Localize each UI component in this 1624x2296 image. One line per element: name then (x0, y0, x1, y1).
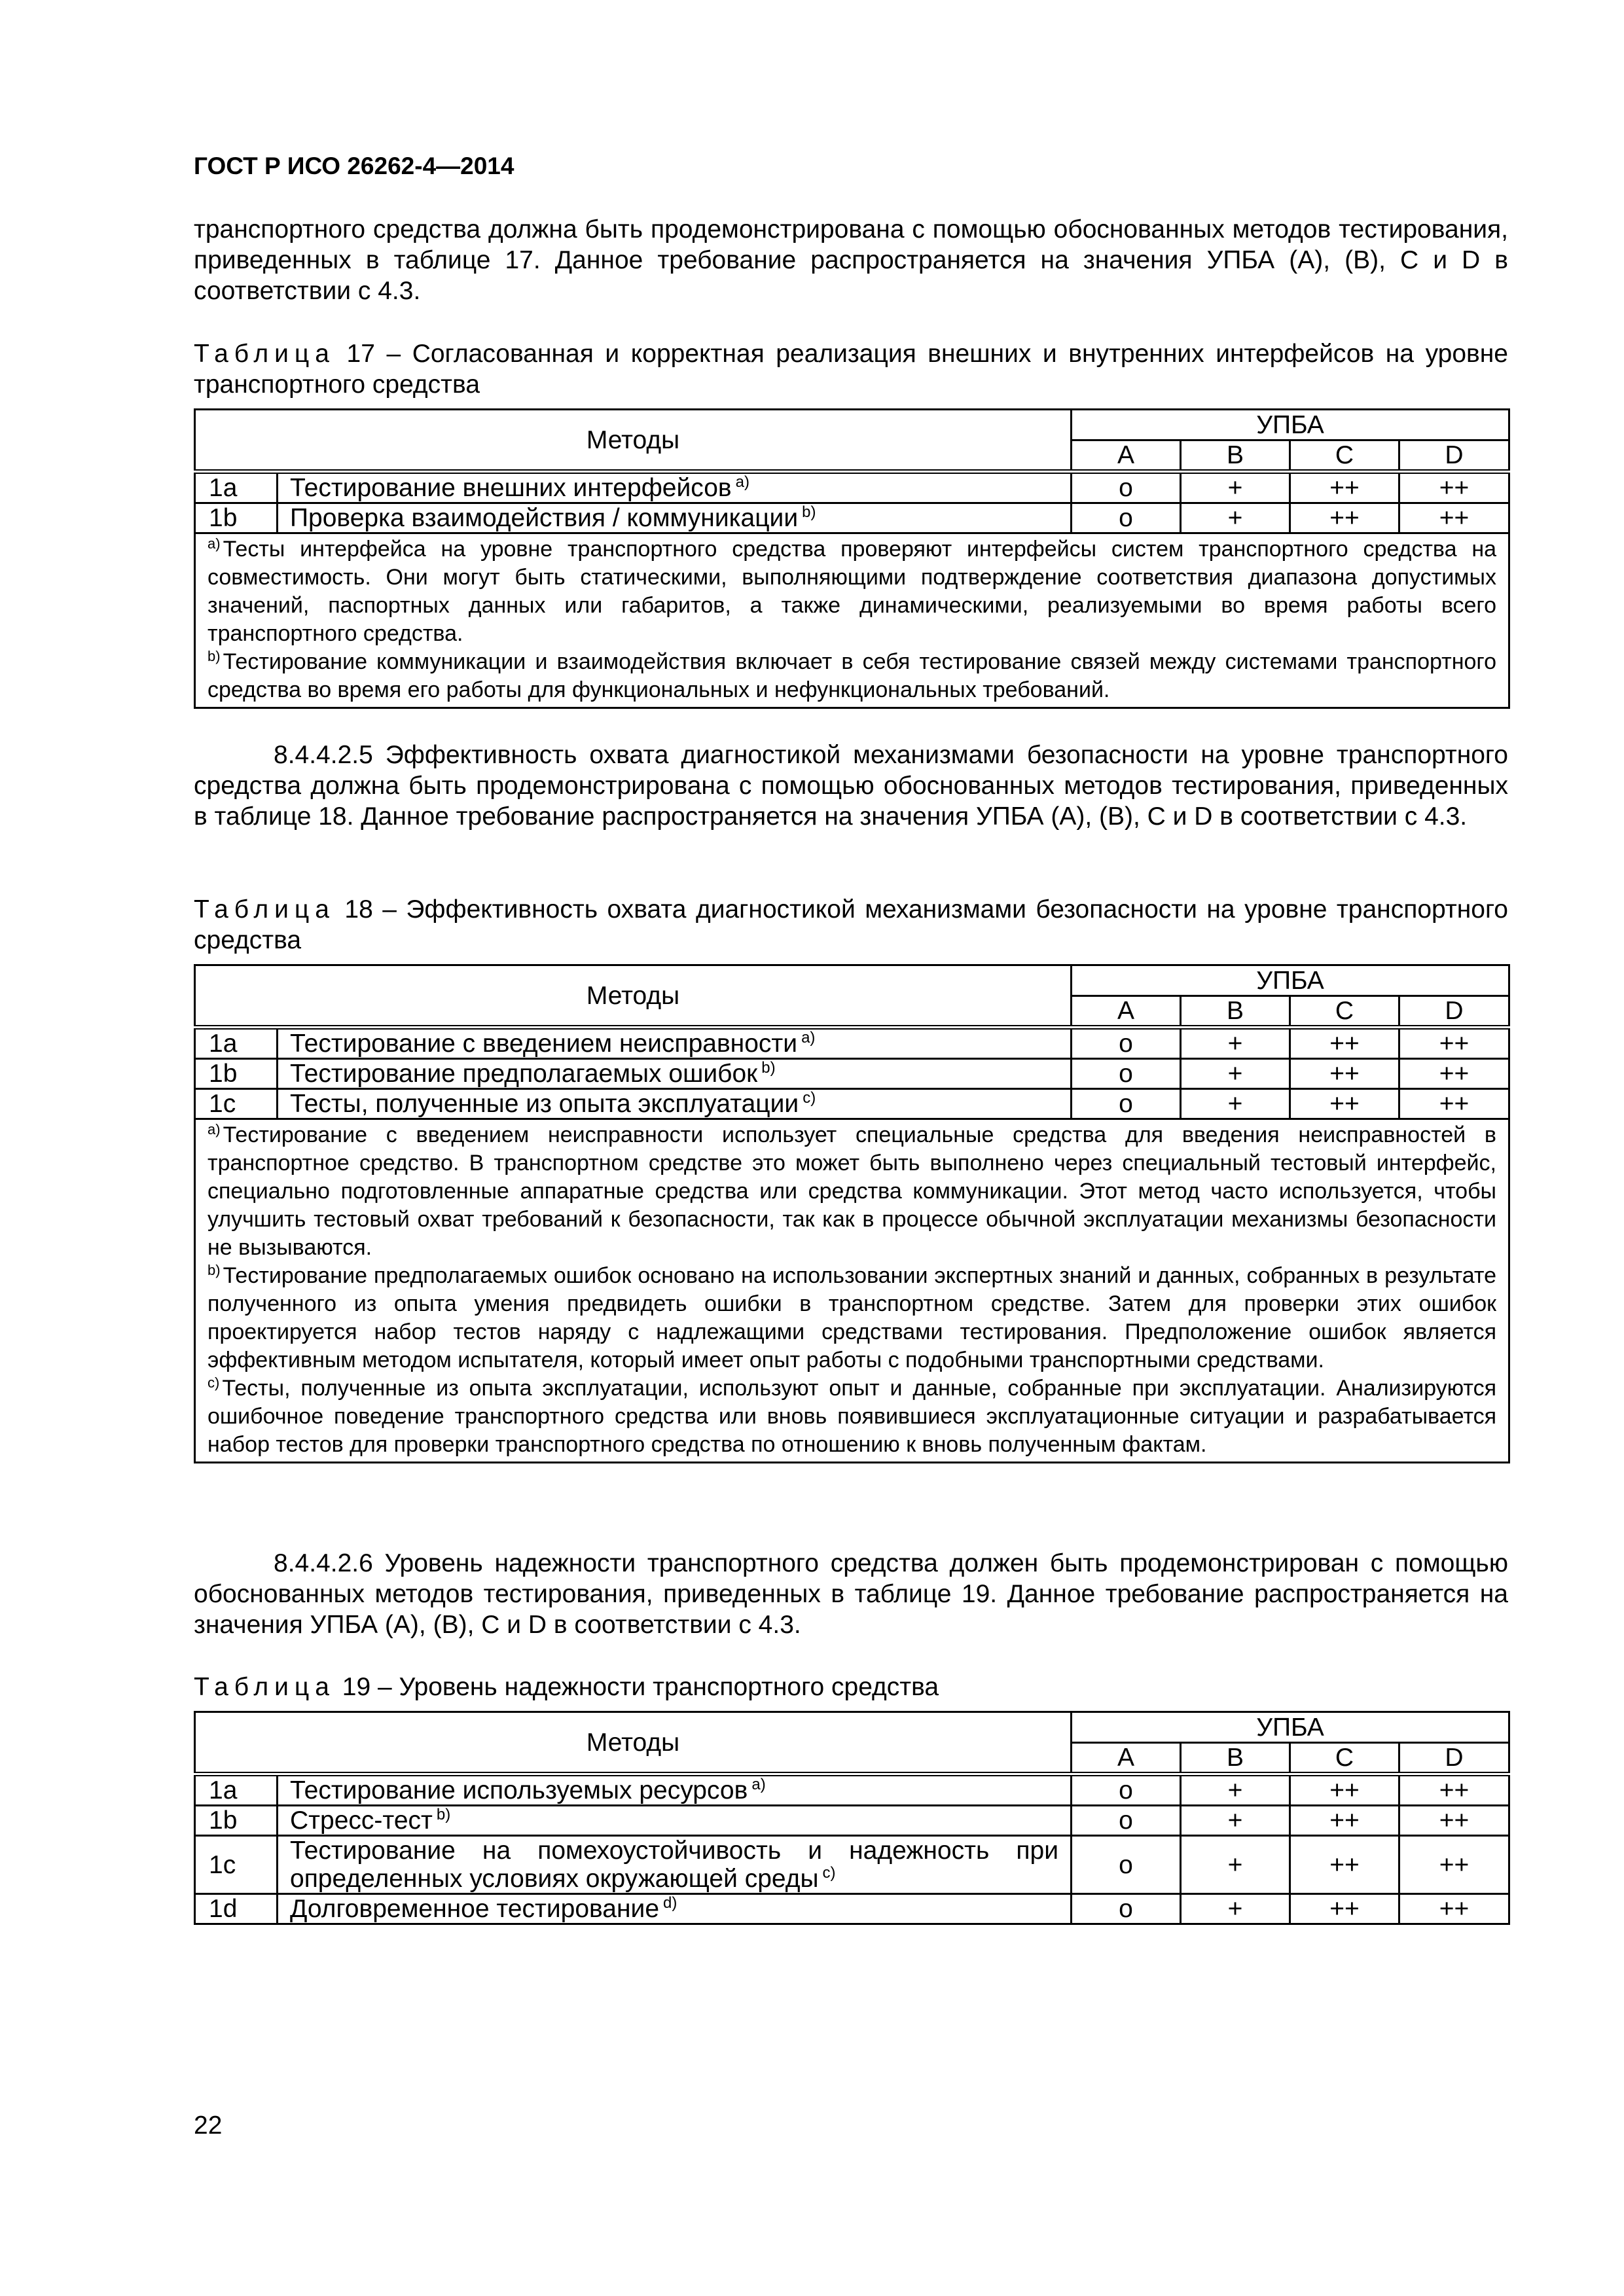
row-value-b: + (1181, 1894, 1290, 1924)
row-method: Тестирование на помехоустойчивость и надежность при определенных условиях окружающей среды $^{c)}$ (278, 1836, 1072, 1894)
table-row (195, 1806, 1509, 1836)
table18-caption-text: 18 – Эффективность охвата диагностикой механизмами безопасности на уровне транспортного средства (194, 895, 1508, 954)
row-method: Стресс-тест $^{b)}$ (278, 1806, 1072, 1836)
row-value-a: о (1072, 1774, 1181, 1806)
row-value-a: о (1072, 472, 1181, 503)
row-value-a: о (1072, 503, 1181, 533)
row-value-c: ++ (1290, 1774, 1399, 1806)
table-row (195, 1836, 1509, 1894)
row-value-b: + (1181, 1059, 1290, 1089)
row-value-a: о (1072, 1894, 1181, 1924)
table-row (195, 503, 1509, 533)
table19-level-a: A (1072, 1743, 1181, 1774)
row-value-d: ++ (1399, 1059, 1509, 1089)
section-8-4-4-2-6: 8.4.4.2.6 Уровень надежности транспортного средства должен быть продемонстрирован с помощью обоснованных методов тестирования, приведенных в таблице 19. Данное требование распространяется на значения УПБА (А), (В), С и D в соответствии с 4.3. (194, 1549, 1508, 1639)
table-row (195, 1774, 1509, 1806)
footnote: $^{a)}$ Тесты интерфейса на уровне транспортного средства проверяют интерфейсы систем транспортного средства на совместимость. Они могут быть статическими, выполняющими подтверждение соответствия диапазона допустимых значений, паспортных данных или габаритов, а также динамическими, реализуемыми во время работы всего транспортного средства. (208, 535, 1496, 646)
row-method: Проверка взаимодействия / коммуникации $^{b)}$ (278, 503, 1072, 533)
table17-caption-text: 17 – Согласованная и корректная реализация внешних и внутренних интерфейсов на уровне транспортного средства (194, 340, 1508, 399)
table19-methods-header: Методы (195, 1712, 1072, 1774)
row-number: 1a (195, 472, 278, 503)
intro-paragraph: транспортного средства должна быть продемонстрирована с помощью обоснованных методов тестирования, приведенных в таблице 17. Данное требование распространяется на значения УПБА (А), (В), С и D в соответствии с 4.3. (194, 215, 1508, 305)
table18-upba-header: УПБА (1072, 965, 1509, 996)
table19-caption-text: 19 – Уровень надежности транспортного средства (342, 1673, 939, 1701)
row-value-d: ++ (1399, 1836, 1509, 1894)
row-value-c: ++ (1290, 503, 1399, 533)
table19-level-c: C (1290, 1743, 1399, 1774)
table18-caption (194, 894, 1508, 956)
table-row (195, 1059, 1509, 1089)
row-value-a: о (1072, 1089, 1181, 1119)
row-method: Долговременное тестирование $^{d)}$ (278, 1894, 1072, 1924)
table-row (195, 472, 1509, 503)
table18-level-b: B (1181, 996, 1290, 1028)
row-number: 1d (195, 1894, 278, 1924)
row-value-c: ++ (1290, 1089, 1399, 1119)
row-value-b: + (1181, 1774, 1290, 1806)
row-value-c: ++ (1290, 472, 1399, 503)
row-value-d: ++ (1399, 1774, 1509, 1806)
document-header: ГОСТ Р ИСО 26262-4—2014 (194, 152, 514, 179)
row-value-d: ++ (1399, 1028, 1509, 1059)
row-value-b: + (1181, 1836, 1290, 1894)
table18-caption-label: Таблица (194, 895, 335, 924)
table19-upba-header: УПБА (1072, 1712, 1509, 1743)
row-value-d: ++ (1399, 1089, 1509, 1119)
row-value-a: о (1072, 1836, 1181, 1894)
row-value-c: ++ (1290, 1028, 1399, 1059)
footnote: $^{c)}$ Тесты, полученные из опыта эксплуатации, используют опыт и данные, собранные при эксплуатации. Анализируются ошибочное поведение транспортного средства или вновь появившиеся эксплуатационные ситуации и разрабатывается набор тестов для проверки транспортного средства по отношению к вновь полученным фактам. (208, 1374, 1496, 1457)
row-value-a: о (1072, 1806, 1181, 1836)
row-number: 1c (195, 1836, 278, 1894)
table-row (195, 1028, 1509, 1059)
row-number: 1b (195, 1806, 278, 1836)
row-method: Тесты, полученные из опыта эксплуатации $^{c)}$ (278, 1089, 1072, 1119)
table-row (195, 1894, 1509, 1924)
table19-level-b: B (1181, 1743, 1290, 1774)
row-number: 1b (195, 503, 278, 533)
page-number: 22 (194, 2111, 223, 2140)
table19-level-d: D (1399, 1743, 1509, 1774)
row-value-d: ++ (1399, 472, 1509, 503)
row-value-b: + (1181, 1028, 1290, 1059)
table17-level-c: C (1290, 440, 1399, 472)
row-method: Тестирование используемых ресурсов $^{a)}$ (278, 1774, 1072, 1806)
table18-methods-header: Методы (195, 965, 1072, 1028)
table17-notes (195, 533, 1509, 708)
row-value-c: ++ (1290, 1806, 1399, 1836)
table17-upba-header: УПБА (1072, 410, 1509, 440)
section-8-4-4-2-5: 8.4.4.2.5 Эффективность охвата диагностикой механизмами безопасности на уровне транспортного средства должна быть продемонстрирована с помощью обоснованных методов тестирования, приведенных в таблице 18. Данное требование распространяется на значения УПБА (А), (В), С и D в соответствии с 4.3. (194, 741, 1508, 831)
row-value-b: + (1181, 472, 1290, 503)
row-value-b: + (1181, 503, 1290, 533)
row-value-b: + (1181, 1806, 1290, 1836)
table-row (195, 1089, 1509, 1119)
row-value-c: ++ (1290, 1059, 1399, 1089)
row-value-b: + (1181, 1089, 1290, 1119)
footnote: $^{b)}$ Тестирование коммуникации и взаимодействия включает в себя тестирование связей между системами транспортного средства во время его работы для функциональных и нефункциональных требований. (208, 648, 1496, 702)
table19 (194, 1711, 1510, 1925)
footnote: $^{a)}$ Тестирование с введением неисправности использует специальные средства для введения неисправностей в транспортное средство. В транспортном средстве это может быть выполнено через специальный тестовый интерфейс, специально подготовленные аппаратные средства или средства коммуникации. Этот метод часто используется, чтобы улучшить тестовый охват требований к безопасности, так как в процессе обычной эксплуатации механизмы безопасности не вызываются. (208, 1121, 1496, 1260)
row-method: Тестирование предполагаемых ошибок $^{b)}$ (278, 1059, 1072, 1089)
row-number: 1b (195, 1059, 278, 1089)
row-value-c: ++ (1290, 1894, 1399, 1924)
row-method: Тестирование внешних интерфейсов $^{a)}$ (278, 472, 1072, 503)
row-number: 1c (195, 1089, 278, 1119)
table18-level-a: A (1072, 996, 1181, 1028)
table17-level-d: D (1399, 440, 1509, 472)
table18-level-c: C (1290, 996, 1399, 1028)
table17 (194, 408, 1510, 709)
table18-level-d: D (1399, 996, 1509, 1028)
table17-caption (194, 338, 1508, 400)
row-value-d: ++ (1399, 503, 1509, 533)
row-value-c: ++ (1290, 1836, 1399, 1894)
table17-level-a: A (1072, 440, 1181, 472)
row-number: 1a (195, 1028, 278, 1059)
table17-caption-label: Таблица (194, 340, 335, 368)
row-number: 1a (195, 1774, 278, 1806)
row-value-a: о (1072, 1059, 1181, 1089)
row-value-d: ++ (1399, 1806, 1509, 1836)
table17-methods-header: Методы (195, 410, 1072, 472)
footnote: $^{b)}$ Тестирование предполагаемых ошибок основано на использовании экспертных знаний и данных, собранных в результате полученного из опыта умения предвидеть ошибки в транспортном средстве. Затем для проверки этих ошибок проектируется набор тестов наряду с надлежащими средствами тестирования. Предположение ошибок является эффективным методом испытателя, который имеет опыт работы с подобными транспортными средствами. (208, 1262, 1496, 1372)
table18-notes (195, 1119, 1509, 1463)
table17-level-b: B (1181, 440, 1290, 472)
table19-caption-label: Таблица (194, 1673, 335, 1701)
table19-caption (194, 1672, 1508, 1702)
row-method: Тестирование с введением неисправности $^{a)}$ (278, 1028, 1072, 1059)
table18 (194, 964, 1510, 1463)
row-value-a: о (1072, 1028, 1181, 1059)
row-value-d: ++ (1399, 1894, 1509, 1924)
